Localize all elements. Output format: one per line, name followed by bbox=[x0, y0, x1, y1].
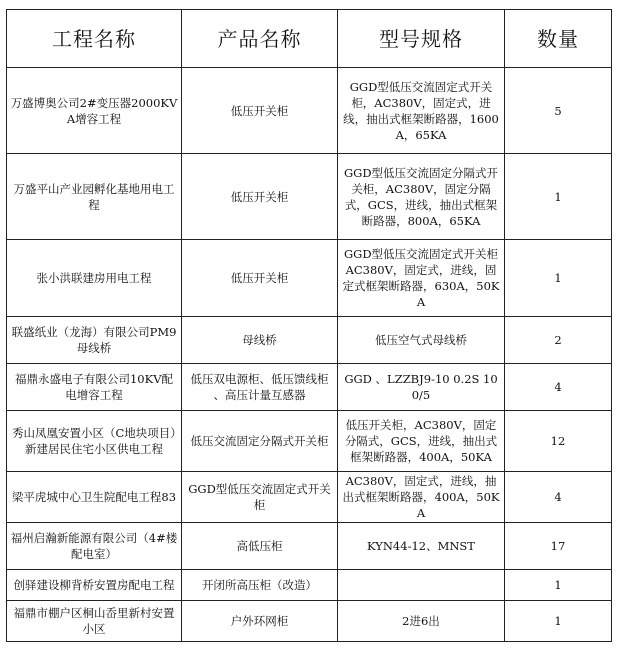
table-row bbox=[7, 317, 612, 364]
project-name-cell: 万盛博奥公司2#变压器2000KVA增容工程 bbox=[7, 68, 182, 154]
project-name-cell: 万盛平山产业园孵化基地用电工程 bbox=[7, 154, 182, 240]
quantity-cell: 5 bbox=[505, 68, 612, 154]
product-name-cell: 开闭所高压柜（改造） bbox=[182, 570, 338, 601]
header-project: 工程名称 bbox=[7, 10, 182, 68]
header-spec: 型号规格 bbox=[338, 10, 505, 68]
product-name-cell: 低压开关柜 bbox=[182, 154, 338, 240]
quantity-cell: 17 bbox=[505, 523, 612, 570]
spec-cell: GGD型低压交流固定式开关柜 AC380V，固定式，进线，固定式框架断路器，630A，50KA bbox=[338, 240, 505, 317]
header-product: 产品名称 bbox=[182, 10, 338, 68]
table-row bbox=[7, 601, 612, 642]
product-name-cell: 低压开关柜 bbox=[182, 68, 338, 154]
spec-cell: GGD型低压交流固定分隔式开关柜，AC380V，固定分隔式，GCS，进线，抽出式框架断路器，800A，65KA bbox=[338, 154, 505, 240]
table-row bbox=[7, 154, 612, 240]
product-name-cell: 母线桥 bbox=[182, 317, 338, 364]
project-name-cell: 秀山凤凰安置小区（C地块项目）新建居民住宅小区供电工程 bbox=[7, 411, 182, 472]
quantity-cell: 1 bbox=[505, 154, 612, 240]
product-name-cell: 低压开关柜 bbox=[182, 240, 338, 317]
project-table bbox=[6, 9, 612, 642]
project-name-cell: 福州启瀚新能源有限公司（4#楼配电室） bbox=[7, 523, 182, 570]
spec-cell: GGD型低压交流固定式开关柜，AC380V，固定式，进线，抽出式框架断路器，1600A，65KA bbox=[338, 68, 505, 154]
project-name-cell: 梁平虎城中心卫生院配电工程83 bbox=[7, 472, 182, 523]
spec-cell: GGD 、LZZBJ9-10 0.2S 100/5 bbox=[338, 364, 505, 411]
spec-cell: KYN44-12、MNST bbox=[338, 523, 505, 570]
project-name-cell: 张小洪联建房用电工程 bbox=[7, 240, 182, 317]
header-quantity: 数量 bbox=[505, 10, 612, 68]
quantity-cell: 1 bbox=[505, 240, 612, 317]
product-name-cell: GGD型低压交流固定式开关柜 bbox=[182, 472, 338, 523]
quantity-cell: 1 bbox=[505, 601, 612, 642]
spec-cell: 低压空气式母线桥 bbox=[338, 317, 505, 364]
product-name-cell: 低压双电源柜、低压馈线柜 、高压计量互感器 bbox=[182, 364, 338, 411]
table-row bbox=[7, 68, 612, 154]
quantity-cell: 2 bbox=[505, 317, 612, 364]
project-name-cell: 创驿建设柳背桥安置房配电工程 bbox=[7, 570, 182, 601]
table-row bbox=[7, 523, 612, 570]
spec-cell bbox=[338, 570, 505, 601]
product-name-cell: 高低压柜 bbox=[182, 523, 338, 570]
header-row bbox=[7, 10, 612, 68]
quantity-cell: 4 bbox=[505, 364, 612, 411]
product-name-cell: 户外环网柜 bbox=[182, 601, 338, 642]
table-row bbox=[7, 570, 612, 601]
project-name-cell: 福鼎市棚户区桐山岙里新村安置小区 bbox=[7, 601, 182, 642]
quantity-cell: 12 bbox=[505, 411, 612, 472]
table-row bbox=[7, 411, 612, 472]
quantity-cell: 4 bbox=[505, 472, 612, 523]
spec-cell: 2进6出 bbox=[338, 601, 505, 642]
quantity-cell: 1 bbox=[505, 570, 612, 601]
spec-cell: 低压开关柜，AC380V，固定分隔式，GCS，进线，抽出式框架断路器，400A，50KA bbox=[338, 411, 505, 472]
project-name-cell: 福鼎永盛电子有限公司10KV配电增容工程 bbox=[7, 364, 182, 411]
table-row bbox=[7, 472, 612, 523]
table-row bbox=[7, 364, 612, 411]
project-name-cell: 联盛纸业（龙海）有限公司PM9母线桥 bbox=[7, 317, 182, 364]
spec-cell: AC380V，固定式，进线，抽出式框架断路器，400A，50KA bbox=[338, 472, 505, 523]
product-name-cell: 低压交流固定分隔式开关柜 bbox=[182, 411, 338, 472]
table-row bbox=[7, 240, 612, 317]
